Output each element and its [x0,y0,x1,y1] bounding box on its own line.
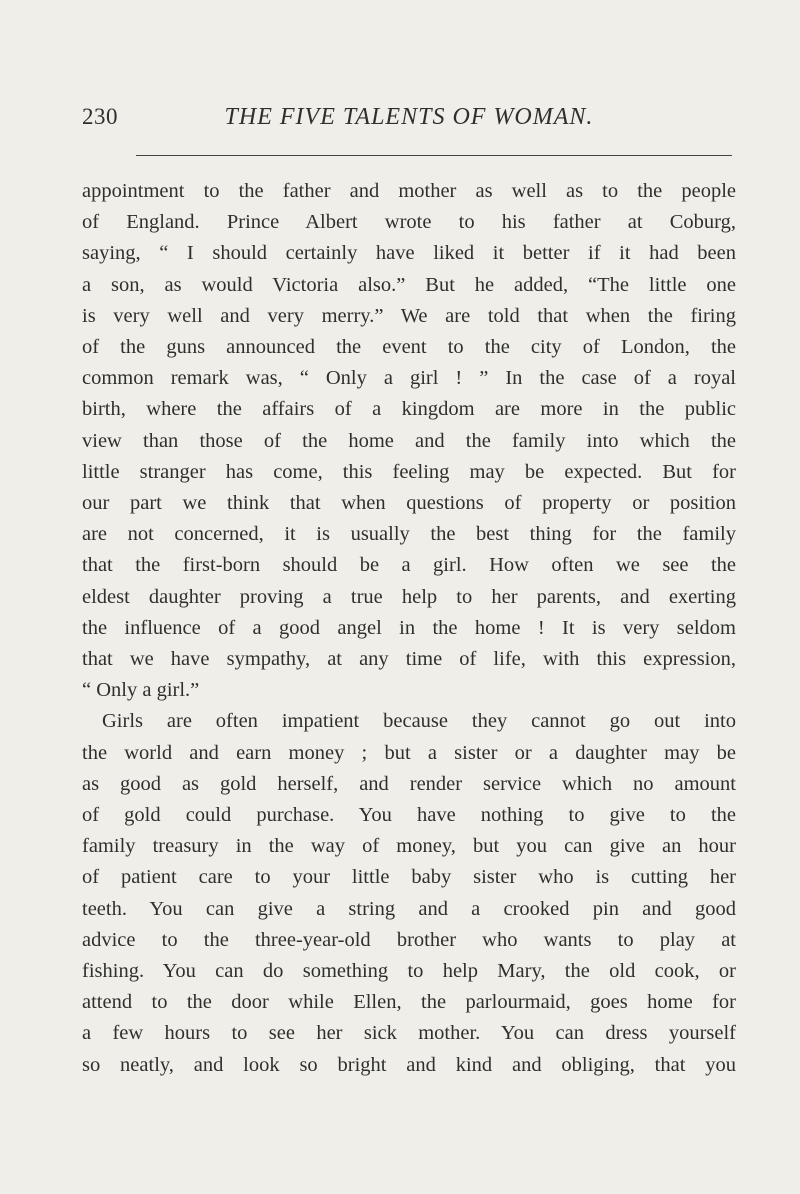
text-line: a son, as would Victoria also.” But he added, “The little one [82,273,736,296]
text-line: attend to the door while Ellen, the parlourmaid, goes home for [82,991,736,1014]
text-line: fishing. You can do something to help Mary, the old cook, or [82,960,736,983]
text-line: birth, where the affairs of a kingdom are more in the public [82,398,736,421]
text-line: teeth. You can give a string and a crooked pin and good [82,897,736,920]
text-line: as good as gold herself, and render service which no amount [82,772,736,795]
text-line: that the first-born should be a girl. How often we see the [82,554,736,577]
page-header [82,104,736,140]
text-line: saying, “ I should certainly have liked it better if it had been [82,242,736,265]
running-head: THE FIVE TALENTS OF WOMAN. [224,104,594,130]
page-number: 230 [82,104,118,129]
text-line: common remark was, “ Only a girl ! ” In the case of a royal [82,367,736,390]
text-line: our part we think that when questions of property or position [82,492,736,515]
paragraph-start-line: Girls are often impatient because they cannot go out into [102,710,736,733]
text-line: of the guns announced the event to the city of London, the [82,336,736,359]
text-line: eldest daughter proving a true help to her parents, and exerting [82,585,736,608]
text-line: appointment to the father and mother as well as to the people [82,180,736,202]
text-line: the influence of a good angel in the home ! It is very seldom [82,616,736,639]
text-line: are not concerned, it is usually the best thing for the family [82,523,736,546]
text-line: is very well and very merry.” We are told that when the firing [82,304,736,327]
paragraph-end-line: “ Only a girl.” [82,679,200,702]
text-line: view than those of the home and the family into which the [82,429,736,452]
header-rule [136,155,732,156]
text-line: the world and earn money ; but a sister or a daughter may be [82,741,736,764]
text-line: that we have sympathy, at any time of life, with this expression, [82,648,736,671]
text-line: little stranger has come, this feeling may be expected. But for [82,460,736,483]
body-text [82,176,736,1081]
text-line: of England. Prince Albert wrote to his father at Coburg, [82,211,736,234]
text-line: of gold could purchase. You have nothing to give to the [82,804,736,827]
text-line: so neatly, and look so bright and kind and obliging, that you [82,1053,736,1076]
text-line: a few hours to see her sick mother. You can dress yourself [82,1022,736,1045]
text-line: advice to the three-year-old brother who wants to play at [82,928,736,951]
text-line: family treasury in the way of money, but you can give an hour [82,835,736,858]
text-line: of patient care to your little baby sister who is cutting her [82,866,736,889]
